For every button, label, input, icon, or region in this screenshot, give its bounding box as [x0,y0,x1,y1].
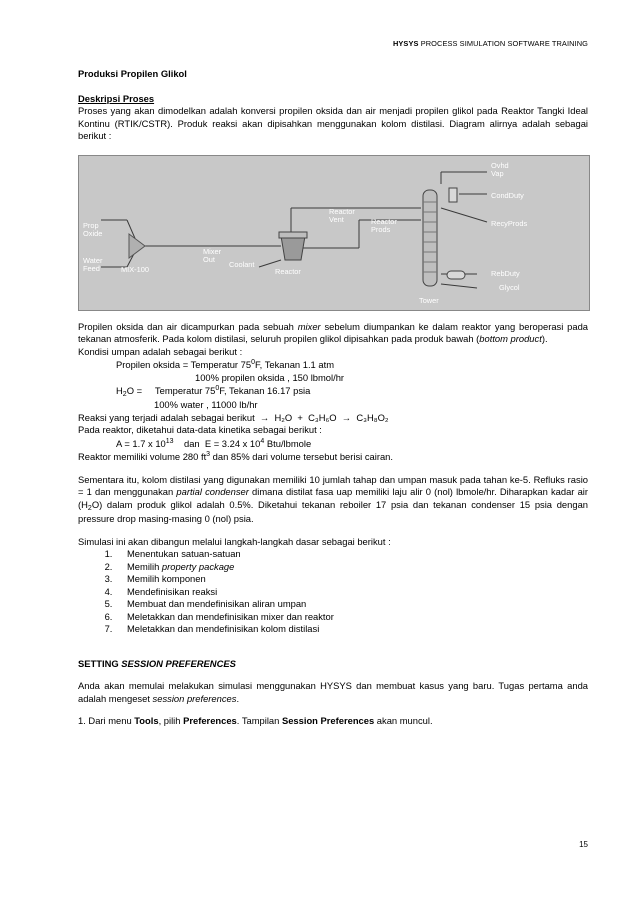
step1-c: . Tampilan [236,715,282,727]
label-rebduty: RebDuty [491,268,520,278]
para3-b: dimana distilat fasa uap memiliki laju alir 0 (nol) lbmole/hr. Diharapkan kadar air (H [78,486,589,510]
label-reactor-prods-1: Reactor [371,216,397,226]
label-condduty: CondDuty [491,190,524,200]
step2-text: Memilih [127,560,162,572]
para3-c: O) dalam produk glikol adalah 0.5%. Diketahui tekanan reboiler 17 psia dan tekanan condenser 15 psia dengan pressure drop masing-masing 0 (nol) psia. [78,498,588,525]
page-number: 15 [579,840,588,849]
steps-intro: Simulasi ini akan dibangun melalui langkah-langkah dasar sebagai berikut : [78,535,391,547]
kinetics-e-exp: 4 [260,437,265,445]
para2-bottom: bottom product [479,333,542,344]
kinetics-e-unit: Btu/lbmole [264,437,312,449]
feed-water-2: 100% water , 11000 lb/hr [154,399,258,411]
label-oxide: Oxide [83,228,103,238]
reaction-plus: + [297,411,303,423]
step1-b: , pilih [158,715,184,727]
feed-water-a: O = Temperatur 75 [126,385,216,396]
document-body [78,68,588,728]
list-item: 1. Menentukan satuan-satuan [115,548,588,561]
mixer-icon [129,234,145,258]
para2-c: ). [541,333,548,344]
step1-preferences: Preferences [183,715,237,727]
label-vap: Vap [491,168,504,178]
setting-para-b: . [236,692,240,704]
label-reactor: Reactor [275,266,301,276]
para3-a: Sementara itu, kolom distilasi yang digunakan memiliki 10 jumlah tahap dan umpan masuk pada tahan ke-5. Refluks rasio = 1 dan menggunakan [78,473,588,498]
section-heading-deskripsi: Deskripsi Proses [78,92,155,104]
feed-prop-sup: 0 [251,359,255,366]
list-item [115,561,588,574]
list-item: 5. Membuat dan mendefinisikan aliran umpan [115,598,588,611]
tower-icon [423,188,465,286]
volume-sup: 3 [206,451,211,459]
para2-b: sebelum diumpankan ke dalam reaktor yang beroperasi pada tekanan atmosferik. Pada kolom distilasi, seluruh propilen glikol dipisahkan pada produk bawah ( [78,320,588,344]
label-coolant: Coolant [229,259,255,269]
step1-d: akan muncul. [374,715,433,727]
volume-a: Reaktor memiliki volume 280 ft [78,451,207,463]
feed-water [78,384,588,399]
kinetics-a: A = 1.7 x 10 [116,437,166,449]
label-prop: Prop [83,220,99,230]
kinetics-e: dan E = 3.24 x 10 [173,437,261,449]
reaction-arrow-2: → [341,411,352,423]
feed-propylene-2: 100% propilen oksida , 150 lbmol/hr [195,371,345,383]
feed-intro: Kondisi umpan adalah sebagai berikut : [78,345,243,357]
reaction-intro: Reaksi yang terjadi adalah sebagai berikut [78,411,255,423]
kinetics-intro: Pada reaktor, diketahui data-data kinetika sebagai berikut : [78,424,322,436]
step1-a: 1. Dari menu [78,715,135,727]
column-paragraph [78,474,588,526]
label-reactor-vent-1: Reactor [329,206,355,216]
feed-water-sub: 2 [122,391,127,398]
process-description: Proses yang akan dimodelkan adalah konversi propilen oksida dan air menjadi propilen glikol pada Reaktor Tangki Ideal Kontinu (RTIK/CSTR). Produk reaksi akan dipisahkan menggunakan kolom distilasi. Diagram alirnya adalah sebagai berikut : [78,105,588,141]
page-header [393,39,588,49]
step1-tools: Tools [134,715,159,727]
header-title: PROCESS SIMULATION SOFTWARE TRAINING [420,39,588,48]
reaction-c3h8o2: C₃H₈O₂ [356,411,389,423]
reactor-volume [78,450,588,464]
mixing-paragraph [78,321,588,346]
document-title: Produksi Propilen Glikol [78,68,187,79]
label-reactor-prods-2: Prods [371,224,391,234]
label-mix: MIX-100 [121,264,149,274]
steps-list [78,548,588,636]
setting-paragraph [78,680,588,705]
label-reactor-vent-2: Vent [329,214,344,224]
label-glycol: Glycol [499,282,520,292]
process-flow-diagram [78,155,590,311]
label-recyprods: RecyProds [491,218,528,228]
label-out: Out [203,254,215,264]
header-brand: HYSYS [392,39,419,48]
para2-a: Propilen oksida dan air dicampurkan pada sebuah [78,320,298,332]
feed-water-h: H [116,385,123,396]
step1-session-preferences: Session Preferences [281,715,375,727]
list-item: 4. Mendefinisikan reaksi [115,586,588,599]
reaction-arrow-1: → [259,411,270,423]
setting-heading [78,658,588,671]
reaction-line [78,412,588,425]
list-item: 3. Memilih komponen [115,573,588,586]
kinetics-values [78,437,588,451]
setting-para-italic: session preferences [152,692,237,704]
reaction-h2o: H₂O [274,411,293,423]
volume-b: dan 85% dari volume tersebut berisi cairan. [210,451,393,463]
reactor-icon [279,232,307,260]
setting-heading-a: SETTING [78,657,122,669]
list-item: 6. Meletakkan dan mendefinisikan mixer dan reaktor [115,611,588,624]
kinetics-a-exp: 13 [165,437,174,445]
label-water: Water [83,255,103,265]
para2-mixer: mixer [297,320,321,332]
para3-sub: 2 [87,504,92,512]
setting-para-a: Anda akan memulai melakukan simulasi menggunakan HYSYS dan membuat kasus yang baru. Tugas pertama anda adalah mengeset [78,680,588,704]
step2-italic: property package [161,560,235,572]
label-mixer: Mixer [203,246,222,256]
reaction-c3h6o: C₃H₆O [308,411,337,423]
feed-water-sup: 0 [215,385,220,392]
feed-prop-b: F, Tekanan 1.1 atm [254,359,335,370]
feed-propylene [78,358,588,372]
list-item: 7. Meletakkan dan mendefinisikan kolom distilasi [115,623,588,636]
label-ovhd: Ovhd [491,160,509,170]
setting-step-1 [78,715,588,728]
para3-partial: partial condenser [176,486,249,498]
setting-heading-b: SESSION PREFERENCES [121,657,236,669]
feed-water-b: F, Tekanan 16.17 psia [219,385,311,396]
label-tower: Tower [419,295,439,305]
feed-prop-a: Propilen oksida = Temperatur 75 [116,359,252,370]
label-feed: Feed [83,263,100,273]
